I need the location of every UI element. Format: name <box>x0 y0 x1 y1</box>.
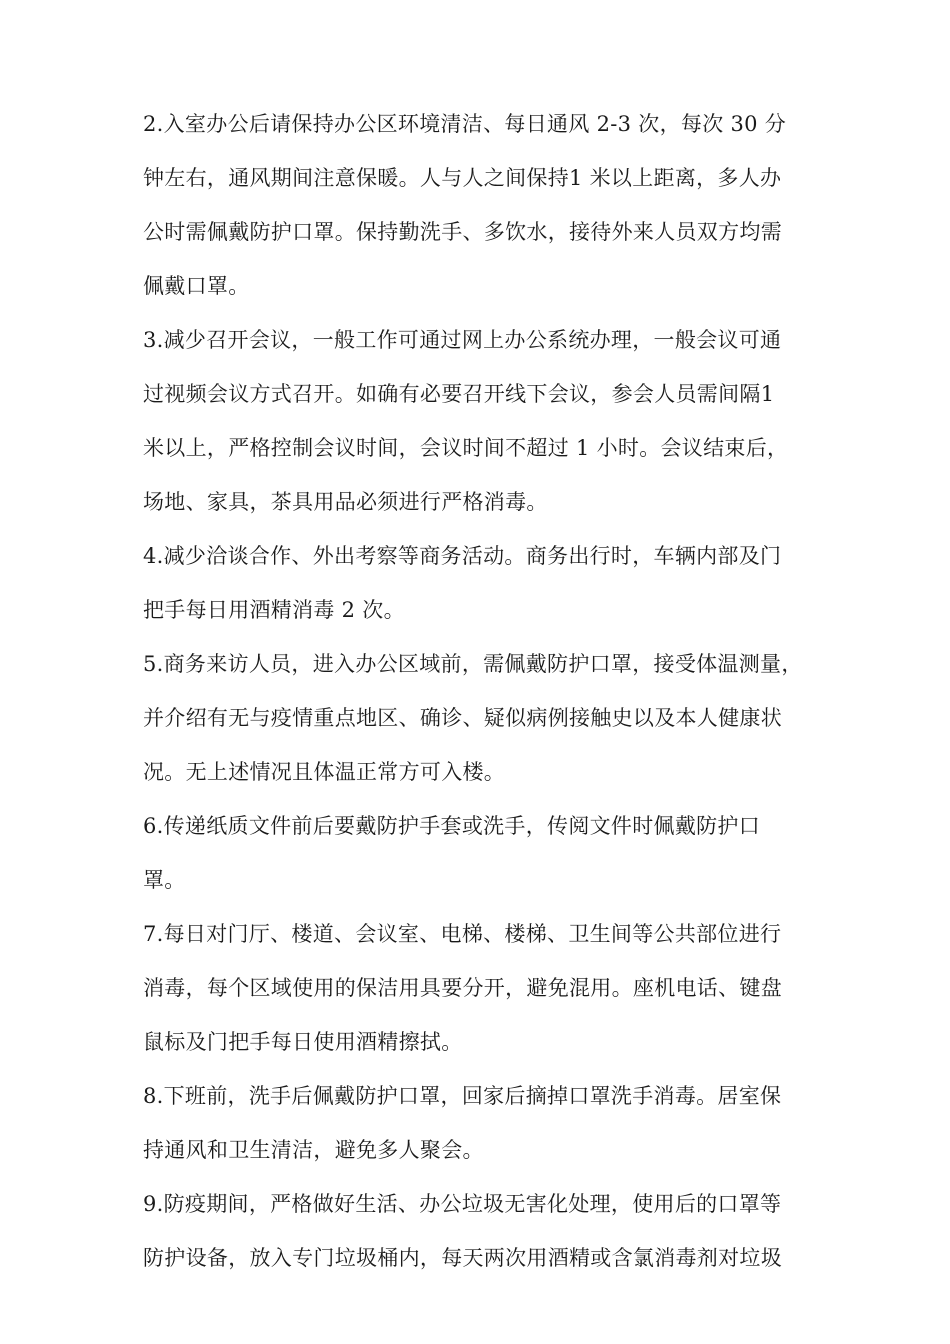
paragraph-item-9 <box>143 1177 823 1285</box>
text-line: 消毒，每个区域使用的保洁用具要分开，避免混用。座机电话、键盘 <box>143 976 782 1000</box>
text-line: 6.传递纸质文件前后要戴防护手套或洗手，传阅文件时佩戴防护口 <box>143 814 761 838</box>
paragraph-item-8 <box>143 1069 823 1177</box>
paragraph-item-2 <box>143 97 823 313</box>
document-body <box>143 97 823 1285</box>
paragraph-item-4 <box>143 529 823 637</box>
paragraph-item-5 <box>143 637 823 799</box>
text-line: 况。无上述情况且体温正常方可入楼。 <box>143 760 506 784</box>
text-line: 3.减少召开会议，一般工作可通过网上办公系统办理，一般会议可通 <box>143 328 782 352</box>
text-line: 钟左右，通风期间注意保暖。人与人之间保持1 米以上距离，多人办 <box>143 166 782 190</box>
text-line: 防护设备，放入专门垃圾桶内，每天两次用酒精或含氯消毒剂对垃圾 <box>143 1246 782 1270</box>
text-line: 公时需佩戴防护口罩。保持勤洗手、多饮水，接待外来人员双方均需 <box>143 220 782 244</box>
paragraph-item-7 <box>143 907 823 1069</box>
text-line: 5.商务来访人员，进入办公区域前，需佩戴防护口罩，接受体温测量， <box>143 652 803 676</box>
text-line: 佩戴口罩。 <box>143 274 250 298</box>
text-line: 8.下班前，洗手后佩戴防护口罩，回家后摘掉口罩洗手消毒。居室保 <box>143 1084 782 1108</box>
paragraph-item-6 <box>143 799 823 907</box>
text-line: 2.入室办公后请保持办公区环境清洁、每日通风 2-3 次，每次 30 分 <box>143 112 787 136</box>
text-line: 持通风和卫生清洁，避免多人聚会。 <box>143 1138 484 1162</box>
text-line: 过视频会议方式召开。如确有必要召开线下会议，参会人员需间隔1 <box>143 382 775 406</box>
text-line: 7.每日对门厅、楼道、会议室、电梯、楼梯、卫生间等公共部位进行 <box>143 922 782 946</box>
text-line: 鼠标及门把手每日使用酒精擦拭。 <box>143 1030 463 1054</box>
text-line: 米以上，严格控制会议时间，会议时间不超过 1 小时。会议结束后， <box>143 436 789 460</box>
text-line: 罩。 <box>143 868 186 892</box>
text-line: 9.防疫期间，严格做好生活、办公垃圾无害化处理，使用后的口罩等 <box>143 1192 782 1216</box>
text-line: 场地、家具，茶具用品必须进行严格消毒。 <box>143 490 548 514</box>
text-line: 并介绍有无与疫情重点地区、确诊、疑似病例接触史以及本人健康状 <box>143 706 782 730</box>
text-line: 把手每日用酒精消毒 2 次。 <box>143 598 405 622</box>
text-line: 4.减少洽谈合作、外出考察等商务活动。商务出行时，车辆内部及门 <box>143 544 782 568</box>
paragraph-item-3 <box>143 313 823 529</box>
